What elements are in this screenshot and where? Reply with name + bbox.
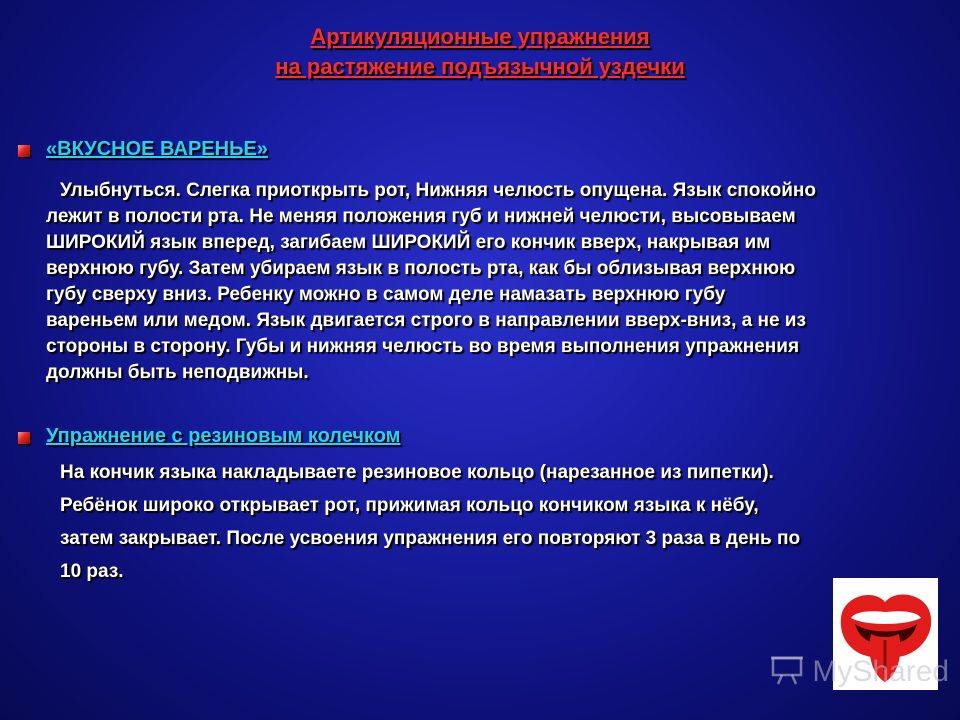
text-line: ШИРОКИЙ язык вперед, загибаем ШИРОКИЙ его кончик вверх, накрывая им (46, 232, 771, 253)
presentation-icon (770, 655, 812, 688)
text-line: лежит в полости рта. Не меняя положения губ и нижней челюсти, высовываем (46, 206, 796, 227)
section-heading-jam: «ВКУСНОЕ ВАРЕНЬЕ» (46, 138, 268, 160)
watermark (770, 655, 949, 689)
section-heading-rubber-ring: Упражнение с резиновым колечком (46, 425, 401, 447)
watermark-text: MyShared (812, 655, 950, 688)
section-text-rubber-ring (60, 456, 800, 588)
text-line: На кончик языка накладываете резиновое кольцо (нарезанное из пипетки). (60, 462, 774, 483)
slide-title (0, 22, 960, 82)
square-bullet-icon (18, 145, 30, 157)
text-line: затем закрывает. После усвоения упражнения его повторяют 3 раза в день по (60, 528, 801, 549)
text-line: стороны в сторону. Губы и нижняя челюсть во время выполнения упражнения (46, 336, 800, 357)
text-line: 10 раз. (60, 561, 124, 582)
text-line: Улыбнуться. Слегка приоткрыть рот, Нижняя челюсть опущена. Язык спокойно (60, 180, 816, 201)
slide-title-line-2: на растяжение подъязычной уздечки (275, 54, 685, 79)
text-line: вареньем или медом. Язык двигается строго в направлении вверх-вниз, а не из (46, 310, 806, 331)
slide-title-line-1: Артикуляционные упражнения (310, 24, 650, 49)
text-line: Ребёнок широко открывает рот, прижимая кольцо кончиком языка к нёбу, (60, 495, 759, 516)
text-line: верхнюю губу. Затем убираем язык в полость рта, как бы облизывая верхнюю (46, 258, 796, 279)
section-text-jam (46, 178, 816, 386)
text-line: должны быть неподвижны. (46, 362, 309, 383)
text-line: губу сверху вниз. Ребенку можно в самом деле намазать верхнюю губу (46, 284, 726, 305)
square-bullet-icon (18, 432, 30, 444)
